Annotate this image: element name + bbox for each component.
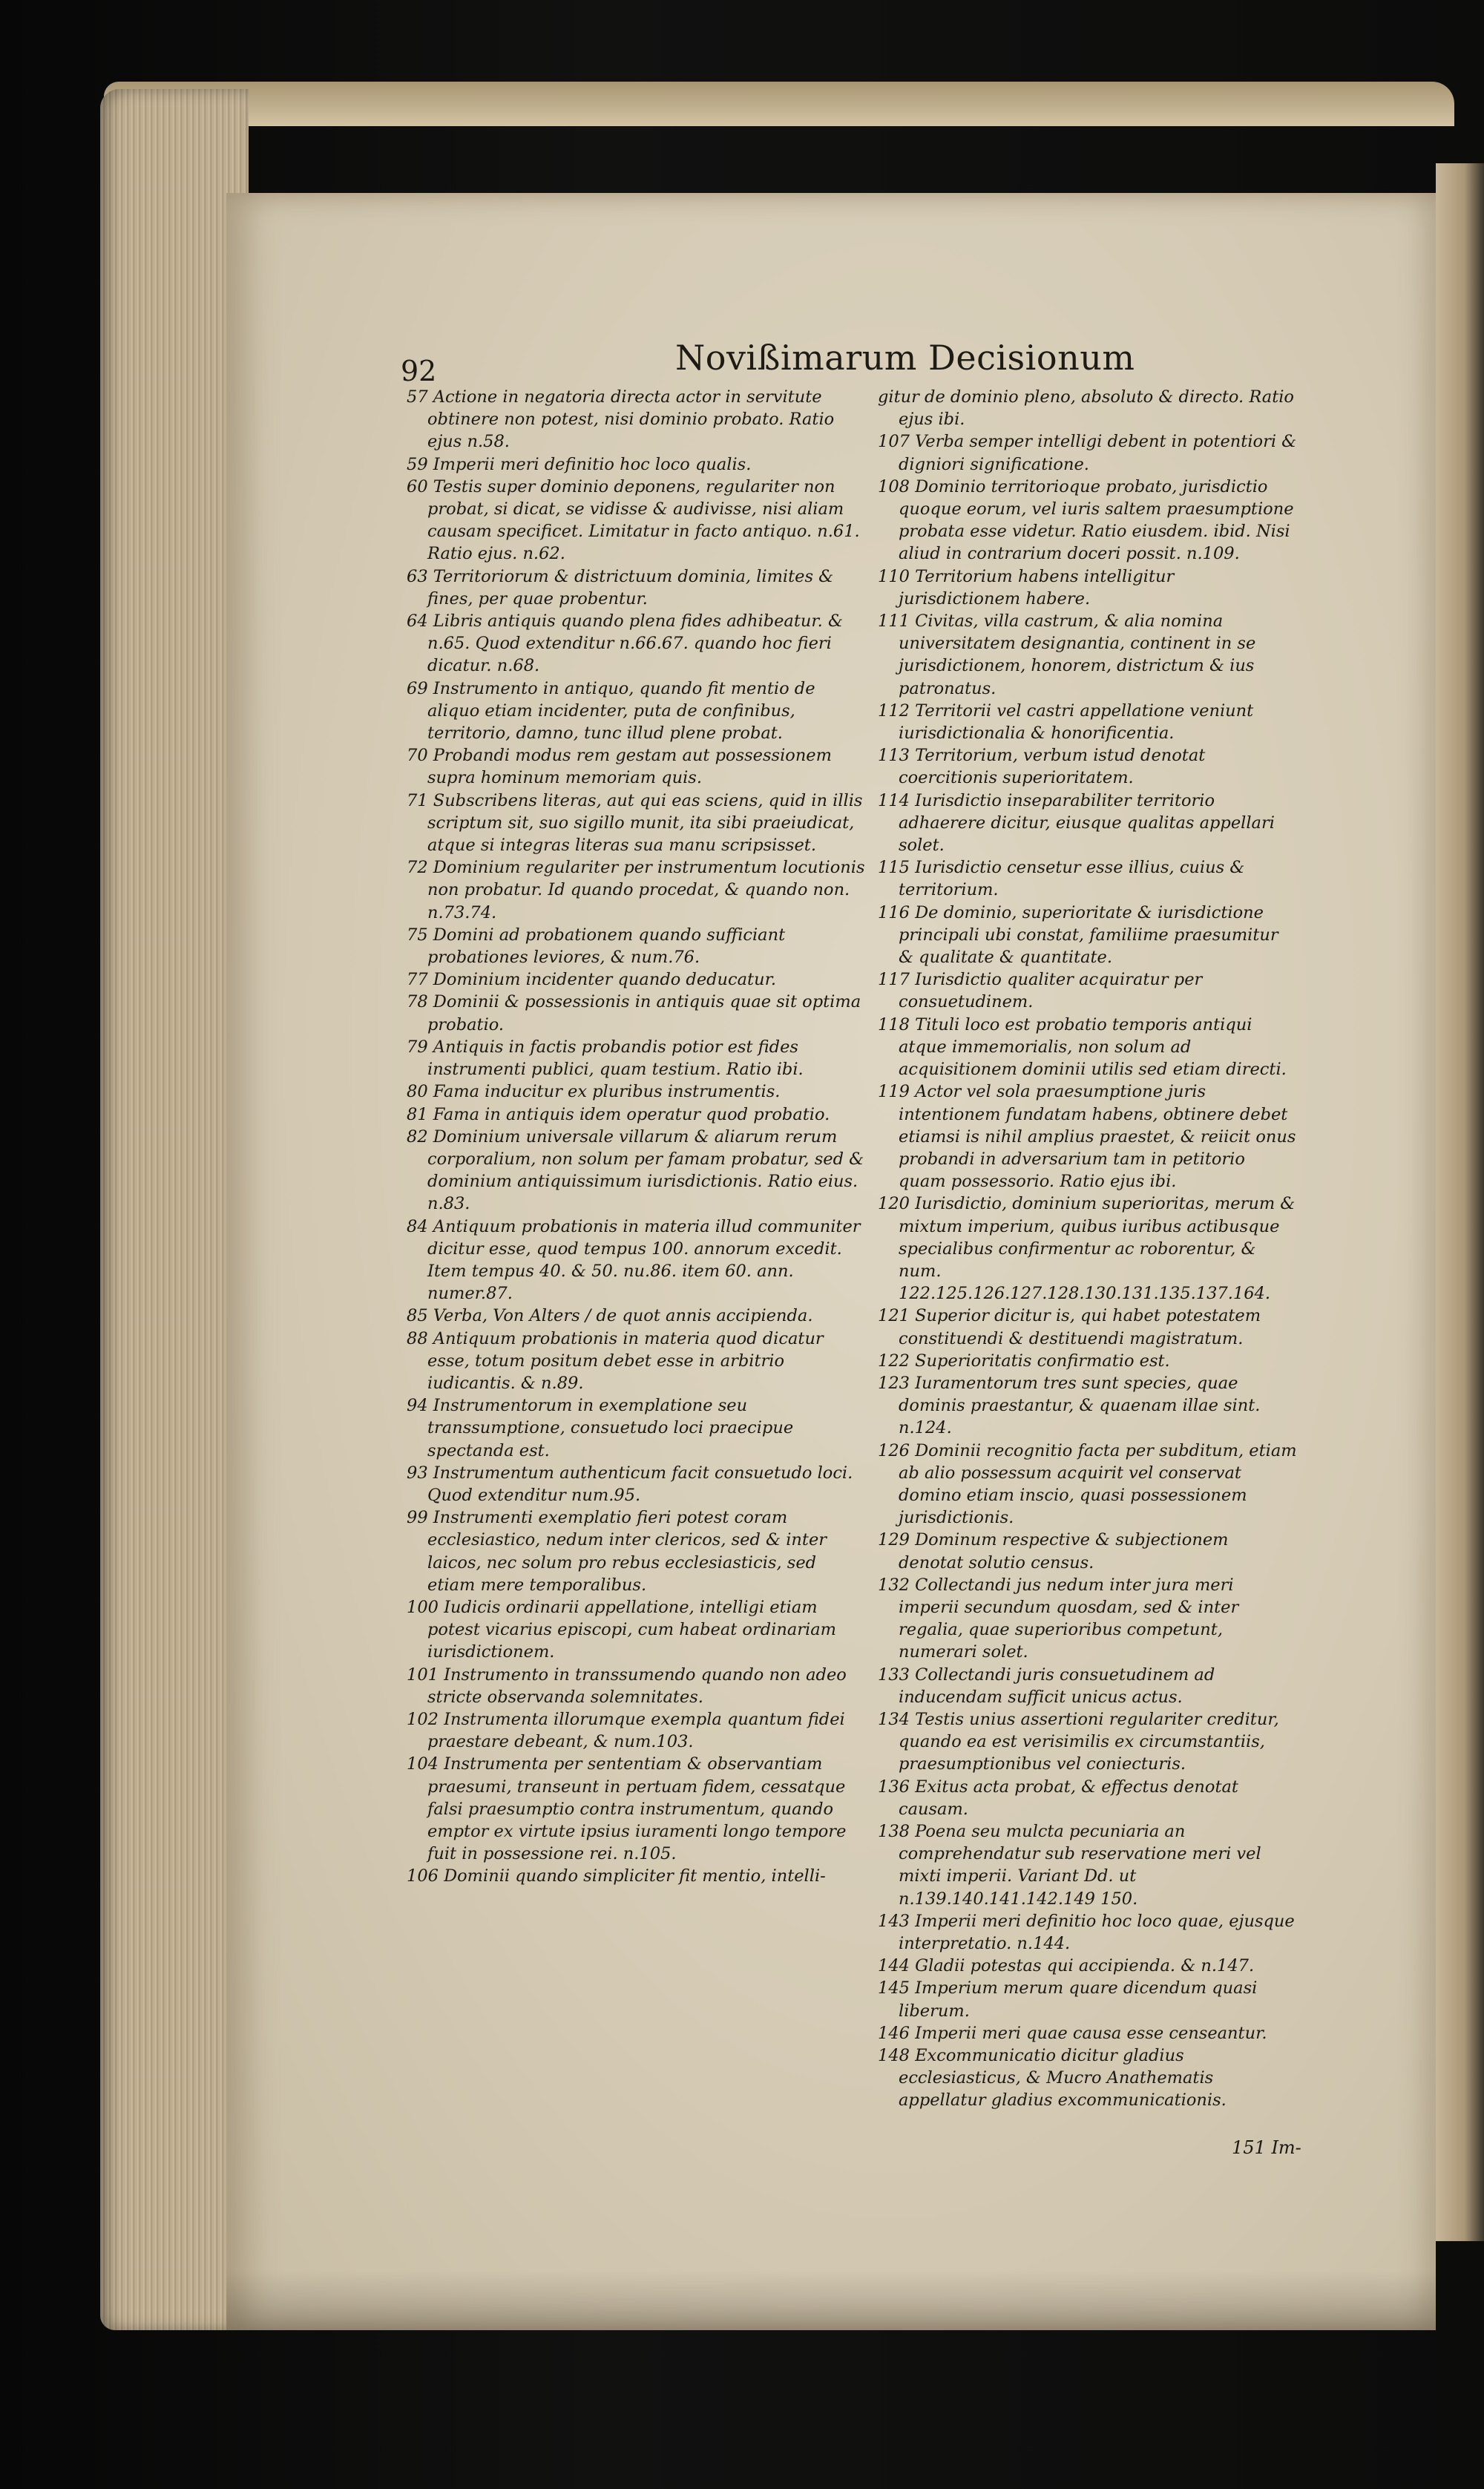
index-entry: 119 Actor vel sola praesumptione juris intentionem fundatam habens, obtinere debet etiamsi is nihil amplius praestet, & reiicit onus probandi in adversarium tam in petitorio quam possessorio. Ratio ejus ibi. [878,1082,1296,1192]
index-entry: 101 Instrumento in transsumendo quando non adeo stricte observanda solemnitates. [407,1665,847,1707]
index-entry: 64 Libris antiquis quando plena fides adhibeatur. & n.65. Quod extenditur n.66.67. quando hoc fieri dicatur. n.68. [407,611,843,676]
index-entry: 118 Tituli loco est probatio temporis antiqui atque immemorialis, non solum ad acquisitionem dominii utilis sed etiam directi. [878,1014,1287,1080]
index-entry: 60 Testis super dominio deponens, regulariter non probat, si dicat, se vidisse & audivisse, nisi aliam causam specificet. Limitatur in facto antiquo. n.61. Ratio ejus. n.62. [407,476,860,564]
index-entry: 110 Territorium habens intelligitur jurisdictionem habere. [878,566,1175,609]
index-entry: 113 Territorium, verbum istud denotat coercitionis superioritatem. [878,746,1206,788]
index-entry: 75 Domini ad probationem quando sufficiant probationes leviores, & num.76. [407,925,786,968]
book-gutter [1436,163,1484,2241]
index-column-right [878,386,1297,2112]
index-entry: 84 Antiquum probationis in materia illud communiter dicitur esse, quod tempus 100. annorum excedit. Item tempus 40. & 50. nu.86. item 60. ann. numer.87. [407,1216,861,1304]
index-entry: gitur de dominio pleno, absoluto & directo. Ratio ejus ibi. [878,387,1294,430]
index-entry: 120 Iurisdictio, dominium superioritas, merum & mixtum imperium, quibus iuribus actibusque specialibus confirmentur ac roborentur, & num. 122.125.126.127.128.130.131.135.137.164. [878,1194,1296,1304]
page-number: 92 [401,355,437,387]
index-entry: 136 Exitus acta probat, & effectus denotat causam. [878,1777,1238,1819]
index-entry: 102 Instrumenta illorumque exempla quantum fidei praestare debeant, & num.103. [407,1709,845,1752]
index-entry: 134 Testis unius assertioni regulariter creditur, quando ea est verisimilis ex circumstantiis, praesumptionibus vel coniecturis. [878,1709,1279,1774]
index-entry: 78 Dominii & possessionis in antiquis quae sit optima probatio. [407,992,861,1034]
index-entry: 82 Dominium universale villarum & aliarum rerum corporalium, non solum per famam probatur, sed & dominium antiquissimum iurisdictionis. Ratio eius. n.83. [407,1127,864,1214]
index-entry: 81 Fama in antiquis idem operatur quod probatio. [407,1104,830,1124]
book-top-edge [104,82,1454,126]
index-entry: 59 Imperii meri definitio hoc loco qualis. [407,454,752,474]
index-entry: 57 Actione in negatoria directa actor in servitute obtinere non potest, nisi dominio probato. Ratio ejus n.58. [407,387,835,452]
index-entry: 114 Iurisdictio inseparabiliter territorio adhaerere dicitur, eiusque qualitas appellari solet. [878,790,1275,856]
index-column-left [407,386,867,1888]
index-entry: 94 Instrumentorum in exemplatione seu transsumptione, consuetudo loci praecipue spectanda est. [407,1396,794,1460]
index-entry: 143 Imperii meri definitio hoc loco quae, ejusque interpretatio. n.144. [878,1911,1295,1954]
index-entry: 126 Dominii recognitio facta per subditum, etiam ab alio possessum acquirit vel conservat domino etiam inscio, quasi possessionem jurisdictionis. [878,1440,1297,1528]
index-entry: 117 Iurisdictio qualiter acquiratur per consuetudinem. [878,970,1203,1012]
index-entry: 145 Imperium merum quare dicendum quasi liberum. [878,1978,1258,2021]
index-entry: 116 De dominio, superioritate & iurisdictione principali ubi constat, familiime praesumitur & qualitate & quantitate. [878,902,1278,968]
index-entry: 112 Territorii vel castri appellatione veniunt iurisdictionalia & honorificentia. [878,701,1254,744]
index-entry: 111 Civitas, villa castrum, & alia nomina universitatem designantia, continent in se jurisdictionem, honorem, districtum & ius patronatus. [878,611,1256,698]
index-entry: 99 Instrumenti exemplatio fieri potest coram ecclesiastico, nedum inter clericos, sed & inter laicos, nec solum pro rebus ecclesiasticis, sed etiam mere temporalibus. [407,1508,827,1595]
index-entry: 70 Probandi modus rem gestam aut possessionem supra hominum memoriam quis. [407,746,832,788]
index-entry: 80 Fama inducitur ex pluribus instrumentis. [407,1082,781,1102]
index-entry: 77 Dominium incidenter quando deducatur. [407,970,777,990]
index-entry: 123 Iuramentorum tres sunt species, quae dominis praestantur, & quaenam illae sint. n.124. [878,1373,1261,1438]
index-entry: 144 Gladii potestas qui accipienda. & n.147. [878,1956,1255,1976]
index-entry: 72 Dominium regulariter per instrumentum locutionis non probatur. Id quando procedat, & quando non. n.73.74. [407,858,865,922]
index-entry: 88 Antiquum probationis in materia quod dicatur esse, totum positum debet esse in arbitrio iudicantis. & n.89. [407,1328,824,1393]
index-entry: 107 Verba semper intelligi debent in potentiori & digniori significatione. [878,432,1297,474]
index-entry: 104 Instrumenta per sententiam & observantiam praesumi, transeunt in pertuam fidem, cessatque falsi praesumptio contra instrumentum, quando emptor ex virtute ipsius iuramenti longo tempore fuit in possessione rei. n.105. [407,1754,847,1864]
index-entry: 148 Excommunicatio dicitur gladius ecclesiasticus, & Mucro Anathematis appellatur gladius excommunicationis. [878,2046,1227,2111]
index-entry: 69 Instrumento in antiquo, quando fit mentio de aliquo etiam incidenter, puta de confinibus, territorio, damno, tunc illud plene probat. [407,678,815,744]
running-head: Novißimarum Decisionum [675,338,1135,378]
index-entry: 63 Territoriorum & districtuum dominia, limites & fines, per quae probentur. [407,566,834,609]
page-bottom-shadow [226,2271,1436,2330]
index-entry: 121 Superior dicitur is, qui habet potestatem constituendi & destituendi magistratum. [878,1306,1261,1348]
index-entry: 85 Verba, Von Alters / de quot annis accipienda. [407,1306,813,1326]
index-entry: 146 Imperii meri quae causa esse censeantur. [878,2023,1267,2043]
index-entry: 93 Instrumentum authenticum facit consuetudo loci. Quod extenditur num.95. [407,1463,853,1505]
index-entry: 106 Dominii quando simpliciter fit mentio, intelli- [407,1866,826,1886]
index-entry: 132 Collectandi jus nedum inter jura meri imperii secundum quosdam, sed & inter regalia, quae superioribus competunt, numerari solet. [878,1575,1239,1662]
index-entry: 100 Iudicis ordinarii appellatione, intelligi etiam potest vicarius episcopi, cum habeat ordinariam iurisdictionem. [407,1597,836,1662]
index-entry: 122 Superioritatis confirmatio est. [878,1351,1170,1371]
index-entry: 133 Collectandi juris consuetudinem ad inducendam sufficit unicus actus. [878,1665,1215,1707]
catchword: 151 Im- [1232,2137,1301,2158]
index-entry: 71 Subscribens literas, aut qui eas sciens, quid in illis scriptum sit, suo sigillo munit, ita sibi praeiudicat, atque si integras literas sua manu scripsisset. [407,790,863,856]
index-entry: 115 Iurisdictio censetur esse illius, cuius & territorium. [878,858,1245,900]
index-entry: 108 Dominio territorioque probato, jurisdictio quoque eorum, vel iuris saltem praesumptione probata esse videtur. Ratio eiusdem. ibid. Nisi aliud in contrarium doceri possit. n.109. [878,476,1294,564]
index-entry: 138 Poena seu mulcta pecuniaria an comprehendatur sub reservatione meri vel mixti imperii. Variant Dd. ut n.139.140.141.142.149 150. [878,1822,1261,1909]
index-entry: 129 Dominum respective & subjectionem denotat solutio census. [878,1530,1229,1573]
index-entry: 79 Antiquis in factis probandis potior est fides instrumenti publici, quam testium. Ratio ibi. [407,1037,804,1080]
